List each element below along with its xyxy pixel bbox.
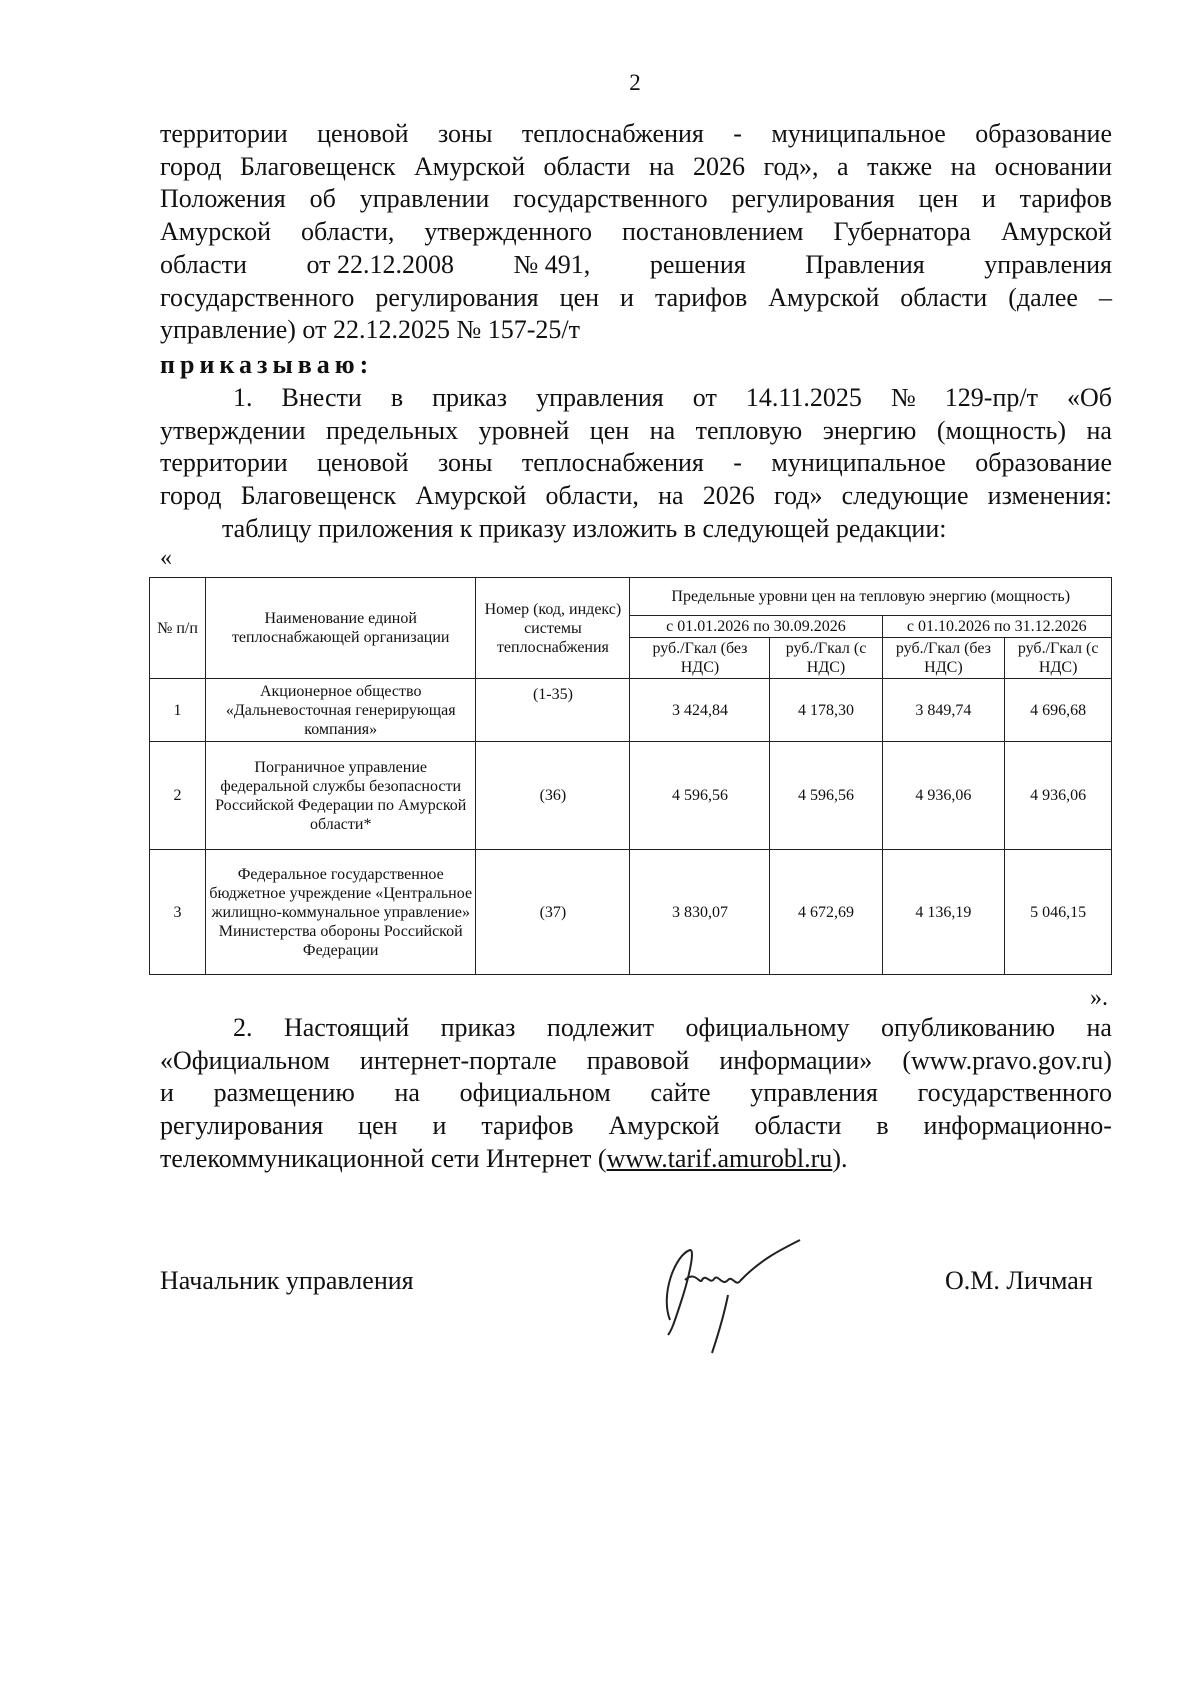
word: город [160,151,222,181]
word: муниципальное [771,119,946,148]
cell-p1-vat: 4 672,69 [770,850,882,975]
word: город [160,481,222,511]
word: правовой [586,1045,690,1075]
cell-p1-vat: 4 596,56 [770,742,882,850]
word: Амурской [414,151,525,181]
cell-p2-vat: 5 046,15 [1005,850,1112,975]
word: «Официальном [160,1045,330,1075]
header-period-1: с 01.01.2026 по 30.09.2026 [630,616,882,638]
order-word: приказываю: [160,350,374,379]
word: информационно- [923,1111,1112,1141]
cell-p2-no-vat: 4 936,06 [882,742,1005,850]
word: год» [773,481,823,511]
word: приказ [432,383,508,412]
header-org: Наименование единой теплоснабжающей организации [206,578,476,679]
intro-word: от 22.12.2008 [306,249,454,279]
word: Амурской [608,1111,720,1141]
word: «Об [1066,383,1112,412]
item-2-line-4 [160,1110,1112,1143]
word: цен [358,1111,398,1141]
item-1-line-4 [160,480,1112,513]
word: и [160,1078,174,1108]
cell-code: (1-35) [476,679,630,742]
word: тарифов [481,1111,574,1141]
word: - [733,119,742,148]
word: в [876,1111,889,1141]
item-2-line-2 [160,1045,1112,1078]
word: тарифов [654,282,748,312]
word: Амурской [1000,217,1112,247]
word: интернет-портале [359,1045,557,1075]
page-number: 2 [629,70,641,95]
word: управлении [359,184,490,214]
cell-p2-vat: 4 696,68 [1005,679,1112,742]
word: на [950,151,977,181]
table-open-quote: « [160,545,172,571]
word: № [890,383,916,412]
word: утвержденного [424,217,592,247]
table-row [150,679,1112,742]
word: сайте [650,1078,711,1108]
word: 1. [233,383,253,412]
word: государственного [513,184,708,214]
intro-word: № 491, [513,249,591,279]
intro-line-6 [160,282,1112,315]
signatory-name: О.М. Личман [945,1266,1093,1295]
word: территории [160,448,288,478]
cell-p1-no-vat: 4 596,56 [630,742,770,850]
word: цен [589,415,630,445]
signatory-title: Начальник управления [160,1266,414,1295]
word: 14.11.2025 [745,383,862,412]
word: области [900,282,988,312]
item-2-line-5-text: телекоммуникационной сети Интернет ( [160,1143,607,1173]
cell-p1-no-vat: 3 830,07 [630,850,770,975]
cell-p2-vat: 4 936,06 [1005,742,1112,850]
cell-org: Федеральное государственное бюджетное учреждение «Центральное жилищно-коммунальное управление» Министерства обороны Российской Федерации [206,850,476,975]
word: на [649,415,676,445]
word: и [620,282,634,312]
word: – [1098,282,1112,312]
word: 129-пр/т [944,383,1038,412]
word: год», [763,151,819,181]
item-2-line-1 [160,1012,1112,1045]
word: Внести [281,383,362,412]
word: теплоснабжения [521,119,704,148]
handwritten-signature [640,1235,820,1355]
word: на [1086,1013,1112,1042]
word: приказ [440,1013,516,1042]
item-2-line-3 [160,1077,1112,1110]
word: образование [975,119,1112,148]
cell-num: 1 [150,679,206,742]
header-code: Номер (код, индекс) системы теплоснабжения [476,578,630,679]
word: Амурской [768,282,880,312]
word: области, [545,481,639,511]
word: от [692,383,717,412]
intro-line-1 [160,118,1112,151]
word: ценовой [317,448,409,478]
word: муниципальное [771,448,946,478]
item-1-line-5: таблицу приложения к приказу изложить в следующей редакции: [222,513,947,543]
word: размещению [213,1078,355,1108]
cell-org: Акционерное общество «Дальневосточная генерирующая компания» [206,679,476,742]
word: на [648,151,675,181]
word: об [309,184,336,214]
intro-word: области [160,249,247,279]
word: образование [975,448,1112,478]
word: государственного [917,1078,1112,1108]
word: а [837,151,849,181]
word: официальном [459,1078,611,1108]
cell-code: (36) [476,742,630,850]
word: 2. [233,1013,253,1042]
cell-code: (37) [476,850,630,975]
word: постановлением [621,217,804,247]
cell-p2-no-vat: 4 136,19 [882,850,1005,975]
header-p2-vat: руб./Гкал (с НДС) [1005,638,1112,679]
word: Амурской [160,217,271,247]
word: управления [536,383,664,412]
cell-p1-vat: 4 178,30 [770,679,882,742]
word: и [432,1111,447,1141]
intro-line-4 [160,216,1112,249]
cell-p1-no-vat: 3 424,84 [630,679,770,742]
word: государственного [160,282,355,312]
item-2-paragraph [160,1012,1112,1176]
intro-word: управления [984,249,1112,279]
word: тарифов [1019,184,1112,214]
header-num: № п/п [150,578,206,679]
word: регулирования [160,1111,324,1141]
word: Губернатора [833,217,971,247]
header-p2-no-vat: руб./Гкал (без НДС) [882,638,1005,679]
table-close-quote: ». [1090,985,1108,1011]
intro-paragraph [160,118,1112,347]
word: уровней [478,415,570,445]
item-1-line-3 [160,447,1112,480]
word: области [543,151,631,181]
header-p1-no-vat: руб./Гкал (без НДС) [630,638,770,679]
cell-org: Пограничное управление федеральной службы безопасности Российской Федерации по Амурской области* [206,742,476,850]
word: Настоящий [283,1013,410,1042]
word: регулирования [375,282,539,312]
header-p1-vat: руб./Гкал (с НДС) [770,638,882,679]
word: на [658,481,684,511]
item-1-line-1 [160,382,1112,415]
word: - [733,448,742,478]
table-row [150,742,1112,850]
word: (www.pravo.gov.ru) [902,1045,1112,1075]
word: изменения: [987,481,1112,511]
word: опубликованию [881,1013,1056,1042]
word: области, [300,217,395,247]
item-2-line-5 [160,1143,1112,1176]
word: на [394,1078,420,1108]
word: Положения [160,184,286,214]
word: 2026 [702,481,755,511]
table-row [150,850,1112,975]
word: также [867,151,933,181]
word: основании [994,151,1112,181]
word: Благовещенск [240,481,397,511]
word: на [1086,415,1112,445]
word: и [981,184,996,214]
word: (далее [1008,282,1078,312]
intro-word: Правления [805,249,925,279]
word: (мощность) [936,415,1066,445]
item-1-paragraph [160,382,1112,546]
intro-word: решения [649,249,746,279]
word: цен [918,184,958,214]
item-1-line-2 [160,415,1112,448]
intro-line-7: управление) от 22.12.2025 № 157-25/т [160,315,580,345]
word: зоны [437,448,493,478]
tarif-website-link[interactable]: www.tarif.amurobl.ru [606,1143,833,1173]
item-2-line-5-end: ). [832,1143,848,1173]
cell-num: 3 [150,850,206,975]
word: в [390,383,404,412]
word: территории [160,119,288,148]
word: энергию [822,415,917,445]
word: тепловую [695,415,803,445]
word: управления [750,1078,878,1108]
intro-line-2 [160,151,1112,184]
tariff-table [149,577,1112,975]
cell-p2-no-vat: 3 849,74 [882,679,1005,742]
word: утверждении [160,415,306,445]
word: предельных [326,415,459,445]
word: зоны [437,119,493,148]
word: ценовой [317,119,409,148]
word: Амурской [415,481,527,511]
header-limit: Предельные уровни цен на тепловую энергию (мощность) [630,578,1112,616]
cell-num: 2 [150,742,206,850]
word: области [754,1111,842,1141]
intro-line-5 [160,249,1112,282]
word: Благовещенск [240,151,396,181]
word: официальному [685,1013,850,1042]
word: подлежит [546,1013,655,1042]
word: теплоснабжения [521,448,704,478]
word: регулирования [731,184,895,214]
word: цен [559,282,600,312]
header-period-2: с 01.10.2026 по 31.12.2026 [882,616,1111,638]
word: следующие [841,481,969,511]
word: информации» [719,1045,873,1075]
intro-line-3 [160,183,1112,216]
word: 2026 [692,151,745,181]
